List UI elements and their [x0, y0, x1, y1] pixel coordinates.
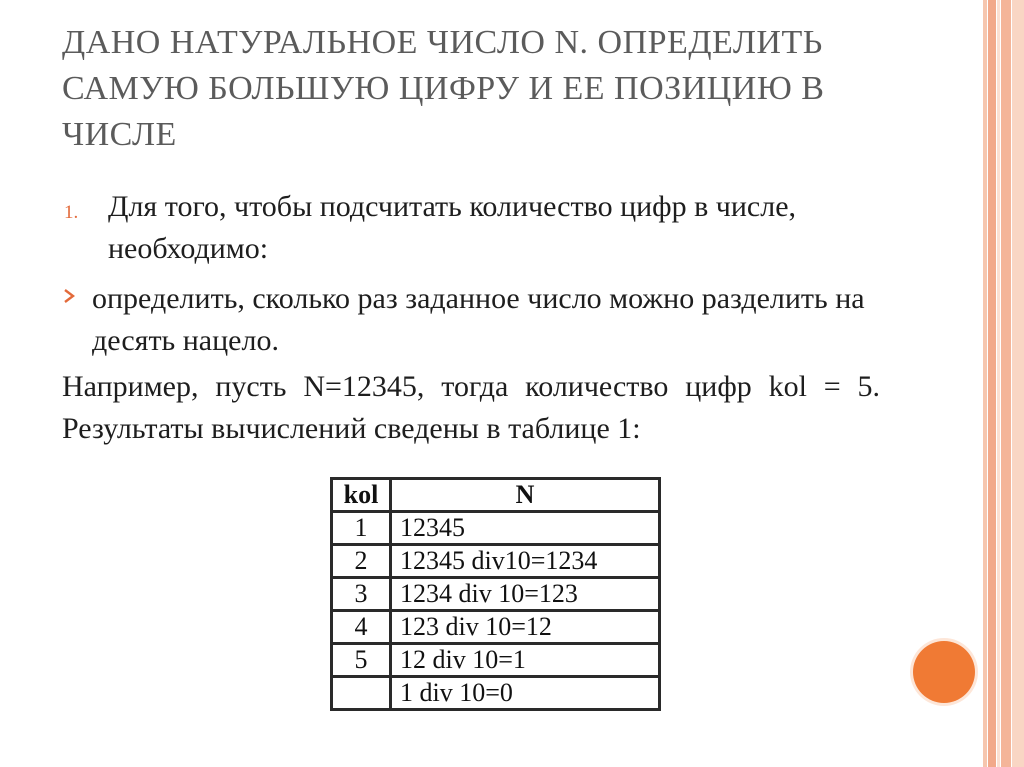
cell-n: 123 div 10=12 [391, 611, 660, 644]
bullet-text: определить, сколько раз заданное число можно разделить на десять нацело. [92, 282, 865, 357]
decor-stripe [983, 0, 987, 767]
table-header-row [332, 479, 660, 512]
results-table [330, 477, 661, 711]
header-kol: kol [332, 479, 391, 512]
table-row [332, 512, 660, 545]
table-row [332, 578, 660, 611]
table-row [332, 677, 660, 710]
cell-kol [332, 677, 391, 710]
cell-n: 12345 [391, 512, 660, 545]
cell-kol: 5 [332, 644, 391, 677]
cell-n: 1234 div 10=123 [391, 578, 660, 611]
decor-stripe [988, 0, 996, 767]
decor-stripe [1001, 0, 1011, 767]
table-row [332, 611, 660, 644]
header-n: N [391, 479, 660, 512]
table-row [332, 644, 660, 677]
slide-title: ДАНО НАТУРАЛЬНОЕ ЧИСЛО N. ОПРЕДЕЛИТЬ САМУЮ БОЛЬШУЮ ЦИФРУ И ЕЕ ПОЗИЦИЮ В ЧИСЛЕ [62, 24, 825, 153]
table-row [332, 545, 660, 578]
bullet-arrow-icon [62, 288, 76, 304]
cell-n: 12 div 10=1 [391, 644, 660, 677]
example-paragraph: Например, пусть N=12345, тогда количество цифр kol = 5. Результаты вычислений сведены в таблице 1: [62, 370, 880, 445]
cell-kol: 2 [332, 545, 391, 578]
cell-kol: 3 [332, 578, 391, 611]
cell-kol: 4 [332, 611, 391, 644]
decor-circle [913, 641, 975, 703]
cell-n: 12345 div10=1234 [391, 545, 660, 578]
list-item-text: Для того, чтобы подсчитать количество цифр в числе, необходимо: [108, 190, 797, 265]
list-number: 1. [64, 202, 79, 223]
cell-kol: 1 [332, 512, 391, 545]
cell-n: 1 div 10=0 [391, 677, 660, 710]
decor-stripe [1012, 0, 1024, 767]
decor-stripe [997, 0, 1000, 767]
